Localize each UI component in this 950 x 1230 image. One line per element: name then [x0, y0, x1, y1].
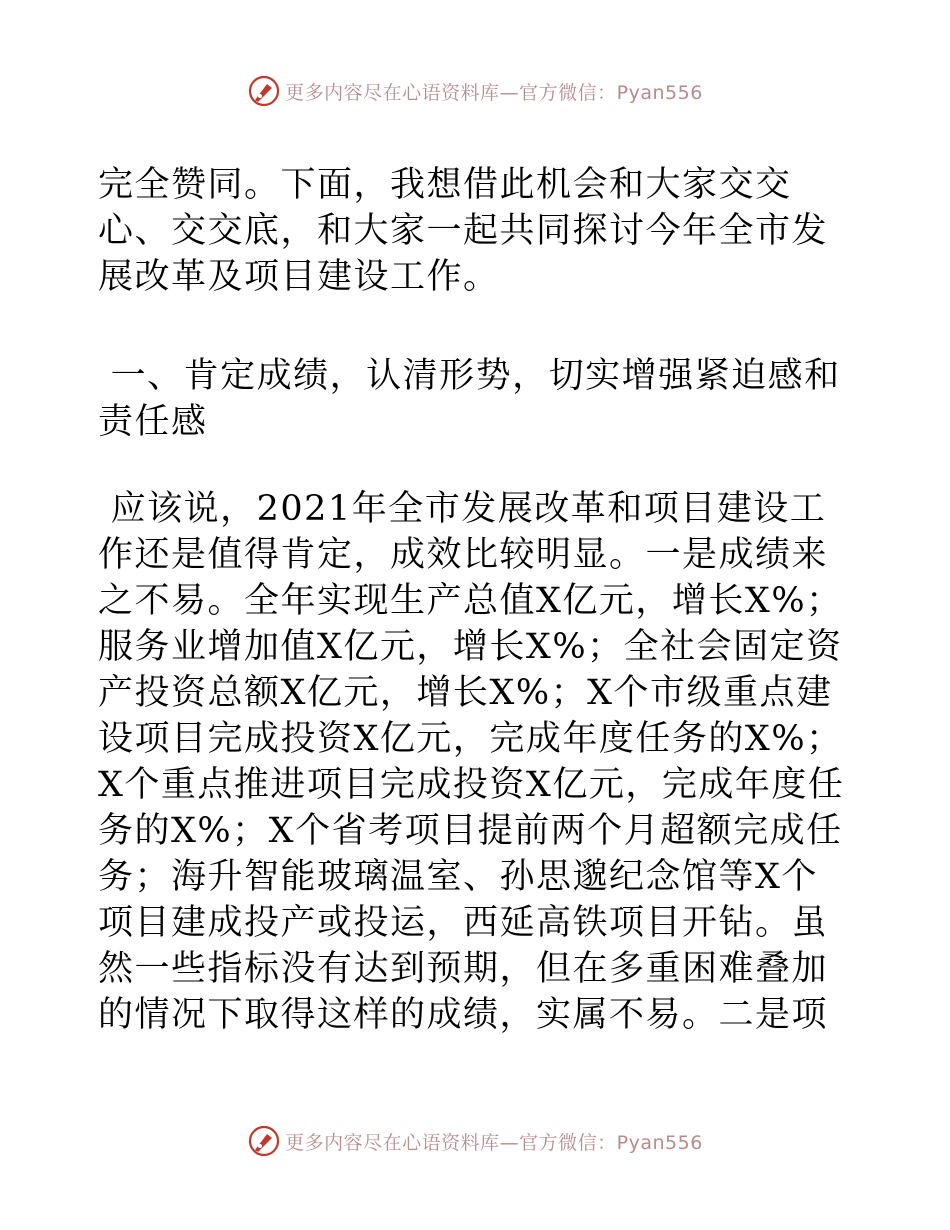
header-banner-text: 更多内容尽在心语资料库—官方微信：Pyan556 — [285, 81, 703, 104]
footer-banner-text: 更多内容尽在心语资料库—官方微信：Pyan556 — [285, 1131, 703, 1154]
header-banner — [0, 71, 950, 111]
section-heading-1: 一、肯定成绩，认清形势，切实增强紧迫感和责任感 — [98, 356, 841, 442]
paragraph-achievements: 应该说，2021年全市发展改革和项目建设工作还是值得肯定，成效比较明显。一是成绩来之不易。全年实现生产总值X亿元，增长X%；服务业增加值X亿元，增长X%；全社会固定资产投资总额X亿元，增长X%；X个市级重点建设项目完成投资X亿元，完成年度任务的X%；X个重点推进项目完成投资X亿元，完成年度任务的X%；X个省考项目提前两个月超额完成任务；海升智能玻璃温室、孙思邈纪念馆等X个项目建成投产或投运，西延高铁项目开钻。虽然一些指标没有达到预期，但在多重困难叠加的情况下取得这样的成绩，实属不易。二是项 — [98, 489, 845, 1035]
paragraph-intro: 完全赞同。下面，我想借此机会和大家交交心、交交底，和大家一起共同探讨今年全市发展改革及项目建设工作。 — [98, 165, 829, 297]
pen-nib-logo-icon — [247, 1124, 281, 1158]
pen-nib-logo-icon — [247, 74, 281, 108]
footer-banner — [0, 1121, 950, 1161]
